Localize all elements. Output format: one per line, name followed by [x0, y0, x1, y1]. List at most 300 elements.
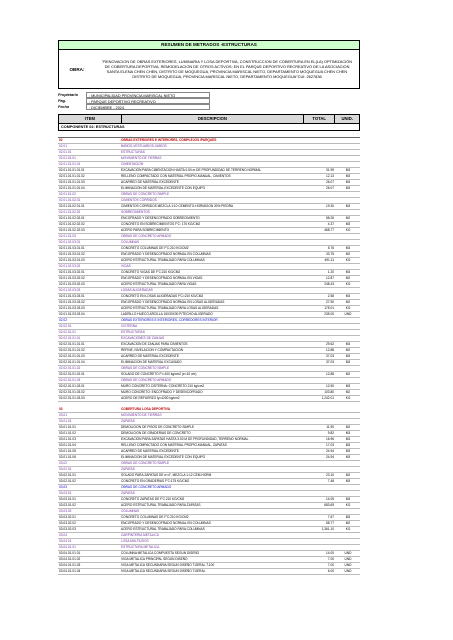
row-item: 03.01.01.05 — [59, 449, 76, 453]
row-unit — [336, 210, 360, 215]
row-total: 24.94 — [326, 455, 334, 459]
row-description: ENCOFRADO Y DESENCOFRADO NORMAL EN COLUMNAS — [121, 252, 211, 256]
row-description: ENCOFRADO Y DESENCOFRADO NORMAL EN VIGAS — [121, 276, 203, 280]
row-description: ACERO ESTRUCTURAL TRABAJADO PARA ZAPATAS — [121, 503, 201, 507]
row-description: ELIMINACION DE MATERIAL EXCEDENTE CON EQUIPO — [121, 186, 206, 190]
row-total: 175.01 — [324, 306, 334, 310]
meta-row-date — [58, 104, 360, 110]
row-item: 02.02.01.01.03.01 — [59, 384, 85, 388]
metrados-sheet — [58, 40, 360, 575]
row-item: 02.02.01.01 — [59, 330, 76, 334]
row-description: OBRAS DE CONCRETO ARMADO — [121, 485, 172, 489]
header-description: DESCRIPCION — [122, 115, 304, 123]
row-total: 11.90 — [326, 425, 334, 429]
row-total: 16.96 — [326, 437, 334, 441]
row-total: 491.11 — [324, 258, 334, 262]
row-item: 02.01.01.03.01.02 — [59, 252, 85, 256]
obra-block — [58, 50, 360, 89]
row-unit: M3 — [345, 222, 351, 226]
row-total: 468.77 — [324, 228, 334, 232]
row-item: 02.01.01.01 — [59, 156, 76, 160]
row-description: ZAPATAS — [121, 419, 135, 423]
row-item: 03.03.02.03 — [59, 527, 76, 531]
row-total: 1.20 — [327, 270, 334, 274]
row-item: 02.01.01.02 — [59, 192, 76, 196]
row-description: CONCRETO EN GRADERIAS F'C:175 KG/CM2 — [121, 479, 190, 483]
meta-label: Propietario — [58, 93, 79, 97]
row-item: 02.02.01.01.02.01 — [59, 372, 85, 376]
row-item: 02.02.01.01.01.02 — [59, 348, 85, 352]
row-unit: M3 — [345, 186, 351, 190]
row-total: 17.03 — [326, 443, 334, 447]
row-item: 03.03.01.01 — [59, 497, 76, 501]
row-unit: M2 — [345, 473, 351, 477]
row-description: RELLENO COMPACTADO CON MATERIAL PROPIO-MANUAL, ZAPATAS — [121, 443, 227, 447]
meta-value: : PARQUE DEPORTIVO RECREATIVO — [86, 98, 210, 104]
row-description: CONCRETO EN SOBRECIMIENTOS F'C: 175 KG/CM2 — [121, 222, 201, 226]
row-unit — [336, 162, 360, 167]
header-unit: UNID. — [341, 116, 353, 121]
row-total: 12.87 — [326, 276, 334, 280]
row-total: 23.10 — [326, 473, 334, 477]
row-description: LOSA MULTIUSOS — [121, 539, 149, 543]
row-unit: KG — [345, 527, 351, 531]
row-item: 02.02.01.01.03.02 — [59, 390, 85, 394]
table-header — [58, 114, 360, 124]
row-total — [305, 539, 336, 544]
row-description: EXCAVACION PARA ZAPATAS HASTA 3.00 M DE PROFUNDIDAD, TERRENO NORMAL — [121, 437, 249, 441]
row-unit: M3 — [345, 342, 351, 346]
row-item: 02.01.01.03.02.03 — [59, 282, 85, 286]
row-total — [305, 210, 336, 215]
row-unit: M3 — [345, 354, 351, 358]
row-unit: M2 — [345, 216, 351, 220]
row-total — [305, 378, 336, 383]
row-unit: M3 — [345, 180, 351, 184]
row-unit — [336, 240, 360, 245]
row-description: EXCAVACION PARA CIMENTACION HASTA 0.50 m DE PROFUNDIDAD DE TERRENO NORMAL — [121, 168, 262, 172]
row-item: 02.01.01.03.01.03 — [59, 258, 85, 262]
row-total: 6.00 — [327, 569, 334, 573]
row-unit — [336, 318, 360, 323]
row-unit — [336, 156, 360, 161]
row-total — [305, 198, 336, 203]
row-unit: M3 — [345, 455, 351, 459]
row-unit: UND — [344, 551, 352, 555]
row-description: VIGA METALICA SECUNDARIA SEGUN DISEÑO TIJERAL T-100 — [121, 563, 215, 567]
row-item: 02.01.01.03.02.01 — [59, 270, 85, 274]
row-total: 14.00 — [326, 551, 334, 555]
row-description: VIGAS — [121, 264, 131, 268]
table-row — [58, 569, 360, 575]
row-item: 02.02.01.01.03 — [59, 378, 81, 382]
row-item: 03.04.01.01.04 — [59, 569, 81, 573]
row-total — [305, 509, 336, 514]
row-unit — [336, 336, 360, 341]
row-unit: M3 — [345, 384, 351, 388]
row-item: 02.01.01.01.01.02 — [59, 174, 85, 178]
row-unit: M3 — [345, 294, 351, 298]
row-item: 03.01.01.03 — [59, 437, 76, 441]
row-unit: M3 — [345, 479, 351, 483]
row-total — [305, 234, 336, 239]
row-total: 31.99 — [326, 168, 334, 172]
row-total — [305, 162, 336, 167]
row-description: CONCRETO EN LOSAS ALIGERADAS F'C=210 KG/CM2 — [121, 294, 204, 298]
row-item: 02.01.01.03.03.03 — [59, 306, 85, 310]
row-unit: KG — [345, 396, 351, 400]
row-unit: M2 — [345, 390, 351, 394]
row-item: 03.01.01.04 — [59, 443, 76, 447]
row-total — [305, 192, 336, 197]
row-total — [305, 324, 336, 329]
row-total — [305, 318, 336, 323]
row-description: ACARREO DE MATERIAL EXCEDENTE — [121, 354, 179, 358]
row-total — [305, 138, 336, 143]
row-unit: M3 — [345, 443, 351, 447]
row-total: 37.03 — [326, 360, 334, 364]
row-item: 02.02.01.01.03.03 — [59, 396, 85, 400]
row-item: 03.03.02.02 — [59, 521, 76, 525]
sheet-title: RESUMEN DE METRADOS -ESTRUCTURAS — [58, 40, 360, 50]
row-item: 03.04.01.01 — [59, 545, 76, 549]
row-item: 03.03.01 — [59, 491, 72, 495]
row-total: 103.80 — [324, 390, 334, 394]
row-item: 03.04.01 — [59, 539, 72, 543]
row-total: 29.62 — [326, 342, 334, 346]
row-unit — [336, 378, 360, 383]
row-item: 02.01.01.03 — [59, 234, 76, 238]
row-unit: M3 — [345, 246, 351, 250]
row-total: 683.69 — [324, 503, 334, 507]
row-description: OBRAS DE CONCRETO ARMADO — [121, 234, 172, 238]
row-total: 1,242.01 — [321, 396, 334, 400]
row-description: EXCAVACION DE ZANJAS PARA CIMIENTOS — [121, 342, 188, 346]
row-item: 02.02 — [59, 318, 67, 322]
row-description: ESTRUCTURAS — [121, 150, 145, 154]
row-unit: M2 — [345, 252, 351, 256]
row-item: 03.02.01 — [59, 467, 72, 471]
row-unit: M2 — [345, 521, 351, 525]
row-item: 02.01.01.03.03.04 — [59, 312, 85, 316]
row-unit — [336, 138, 360, 143]
row-item: 03.01 — [59, 413, 67, 417]
row-description: DEMOLICION DE PISOS DE CONCRETO SIMPLE — [121, 425, 195, 429]
meta-label: Fecha — [58, 105, 69, 109]
row-unit: M3 — [345, 515, 351, 519]
row-unit — [336, 192, 360, 197]
row-item: 02.02.01 — [59, 324, 72, 328]
row-description: ESTRUCTURAS — [121, 330, 145, 334]
row-description: EXCAVACIONES DE ZANJAS — [121, 336, 165, 340]
row-description: REFINE, NIVELACION Y COMPACTACION — [121, 348, 184, 352]
row-unit: KG — [345, 258, 351, 262]
row-description: OBRAS DE CONCRETO SIMPLE — [121, 192, 170, 196]
row-total: 7.00 — [327, 563, 334, 567]
row-unit — [336, 467, 360, 472]
row-unit — [336, 539, 360, 544]
row-total: 1,361.10 — [321, 527, 334, 531]
row-unit — [336, 198, 360, 203]
row-description: OBRAS DE CONCRETO SIMPLE — [121, 461, 170, 465]
row-description: CIMIENTOS CORRIDOS — [121, 198, 157, 202]
row-description: CONCRETO VIGAS DE F'C:210 KG/CM2 — [121, 270, 181, 274]
row-total: 7.67 — [327, 515, 334, 519]
row-description: ACERO ESTRUCTURAL TRABAJADO PARA LOSAS ALIGERADAS — [121, 306, 219, 310]
obra-label: OBRA: — [69, 66, 85, 72]
row-description: COLUMNA METALICA COMPUESTA SEGUN DISEÑO — [121, 551, 200, 555]
row-unit — [336, 461, 360, 466]
row-total — [305, 491, 336, 496]
row-unit — [336, 533, 360, 538]
row-item: 02.01.01.03.02 — [59, 264, 81, 268]
row-item: 03.04.01.01.01 — [59, 551, 81, 555]
row-unit — [336, 264, 360, 269]
row-unit — [336, 144, 360, 149]
row-unit: M2 — [345, 348, 351, 352]
row-item: 02.01.01.02.02 — [59, 210, 81, 214]
row-item: 02 — [59, 138, 63, 142]
row-description: CONCRETO COLUMNAS DE F'C:210 KG/CM2 — [121, 246, 189, 250]
row-unit — [336, 366, 360, 371]
row-total: 248.43 — [324, 282, 334, 286]
row-item: 03.01.01.01 — [59, 425, 76, 429]
row-item: 02.01.01.01.01.03 — [59, 180, 85, 184]
row-description: SOLADO PARA ZAPATAS DE e=4", MEZCLA 1:12 CEM-HORM — [121, 473, 212, 477]
row-unit — [336, 324, 360, 329]
row-total: 27.50 — [326, 300, 334, 304]
row-item: 03.02.01.01 — [59, 473, 76, 477]
row-item: 03.03.02.01 — [59, 515, 76, 519]
row-unit — [336, 150, 360, 155]
row-total: 58.77 — [326, 521, 334, 525]
meta-label: Pág. — [58, 99, 67, 103]
row-unit — [336, 288, 360, 293]
row-description: ELIMINACION DE MATERIAL EXCAVADO — [121, 360, 182, 364]
component-label: COMPONENTE 02: ESTRUCTURAS — [58, 124, 360, 131]
row-item: 03.02.01.02 — [59, 479, 76, 483]
row-total — [305, 288, 336, 293]
row-description: MURO CONCRETO: ENCOFRADO Y DESENCOFRADO — [121, 390, 203, 394]
row-total: 2.58 — [327, 294, 334, 298]
row-total — [305, 461, 336, 466]
row-total: 12.13 — [326, 174, 334, 178]
row-unit: M3 — [345, 437, 351, 441]
row-unit — [336, 234, 360, 239]
row-description: OBRAS EXTERIORES E INTERIORES, COMPLEJOS /PARQUES — [121, 138, 217, 142]
row-item: 02.02.01.01.01.01 — [59, 342, 85, 346]
row-description: COLUMNAS — [121, 509, 140, 513]
meta-value: : MUNICIPALIDAD PROVINCIA MARISCAL NIETO — [86, 92, 210, 98]
row-total: 4.37 — [327, 222, 334, 226]
row-total: 33.75 — [326, 252, 334, 256]
row-description: ACARREO DE MATERIAL EXCEDENTE — [121, 180, 179, 184]
row-item: 03.04 — [59, 533, 67, 537]
row-total: 58.26 — [326, 216, 334, 220]
row-total — [305, 336, 336, 341]
row-item: 02.01.01.03.03.02 — [59, 300, 85, 304]
row-description: ELIMINACION DE MATERIAL EXCEDENTE CON EQUIPO — [121, 455, 206, 459]
row-total: 12.88 — [326, 348, 334, 352]
row-item: 02.01.01.02.02.01 — [59, 216, 85, 220]
row-description: OBRAS DE CONCRETO ARMADO — [121, 378, 172, 382]
row-item: 02.01.01.03.02.02 — [59, 276, 85, 280]
row-description: CISTERNA — [121, 324, 138, 328]
row-item: 02.01.01.03.03 — [59, 288, 81, 292]
row-total: 19.30 — [326, 204, 334, 208]
row-item: 03.01.01 — [59, 419, 72, 423]
row-item: 02.01.01 — [59, 150, 72, 154]
row-description: ZAPATAS — [121, 491, 135, 495]
row-description: OBRAS EXTERIORES E INTERIORES, CORREDORES INTERIOR — [121, 318, 218, 322]
row-item: 02.01.01.02.01 — [59, 198, 81, 202]
row-unit — [336, 419, 360, 424]
row-description: SOBRECIMIENTOS — [121, 210, 150, 214]
row-unit: M2 — [345, 300, 351, 304]
row-item: 03.03.01.02 — [59, 503, 76, 507]
row-item: 02.01.01.01.01 — [59, 162, 81, 166]
meta-value: : DICIEMBRE - 2024 — [86, 104, 210, 110]
row-unit: M2 — [345, 425, 351, 429]
row-description: VIGA METALICA PRINCIPAL SEGUN DISEÑO — [121, 557, 188, 561]
row-description: ZAPATAS — [121, 467, 135, 471]
row-unit: UND — [344, 563, 352, 567]
row-description: ENCOFRADO Y DESENCOFRADO SOBRECIMIENTO — [121, 216, 200, 220]
row-description: MURO CONCRETO CISTERNA: CONCRETO 210 kg/cm2 — [121, 384, 205, 388]
row-item: 03.02 — [59, 461, 67, 465]
row-total — [305, 413, 336, 418]
row-unit: M3 — [345, 270, 351, 274]
row-total — [305, 545, 336, 550]
row-item: 02.01.01.03.01.01 — [59, 246, 85, 250]
row-item: 02.01 — [59, 144, 67, 148]
row-total: 26.07 — [326, 180, 334, 184]
row-item: 02.01.01.02.02.03 — [59, 228, 85, 232]
row-total: 235.00 — [324, 312, 334, 316]
row-item: 03.04.01.01.03 — [59, 563, 81, 567]
row-total — [305, 240, 336, 245]
row-total — [305, 485, 336, 490]
row-item: 02.02.01.01.01.03 — [59, 354, 85, 358]
row-description: CIMENTACION — [121, 162, 144, 166]
row-total: 9.82 — [327, 431, 334, 435]
row-unit — [336, 407, 360, 412]
row-unit: KG — [345, 282, 351, 286]
row-description: ACERO DE REFUERZO fy=4200 kg/cm2 — [121, 396, 180, 400]
row-total — [305, 467, 336, 472]
row-unit: UND — [344, 557, 352, 561]
row-unit — [336, 485, 360, 490]
row-unit: M2 — [345, 372, 351, 376]
row-description: ESTRUCTURA METALICA — [121, 545, 160, 549]
row-item: 03.04.01.01.02 — [59, 557, 81, 561]
row-item: 03.01.01.02 — [59, 431, 76, 435]
row-description: DEMOLICION DE GRADERIAS DE CONCRETO — [121, 431, 191, 435]
row-description: MOVIMIENTO DE TIERRAS — [121, 156, 162, 160]
row-total — [305, 533, 336, 538]
row-description: CARPINTERIA METALICA — [121, 533, 159, 537]
metrados-table-body — [58, 137, 360, 575]
row-item: 02.02.01.01.01.04 — [59, 360, 85, 364]
row-description: MOVIMIENTO DE TIERRAS — [121, 413, 162, 417]
row-description: ENCOFRADO Y DESENCOFRADO NORMAL EN LOSAS ALIGERADAS — [121, 300, 225, 304]
row-item: 02.01.01.02.01.01 — [59, 204, 85, 208]
row-unit: M3 — [345, 449, 351, 453]
row-unit — [336, 509, 360, 514]
row-total — [305, 407, 336, 412]
row-description: ACERO ESTRUCTURAL TRABAJADO PARA COLUMNAS — [121, 258, 205, 262]
header-item: ITEM — [59, 115, 122, 123]
row-unit: UND — [344, 569, 352, 573]
row-description: BAÑOS-VESTUARIOS-VARIOS — [121, 144, 167, 148]
row-description: ACERO ESTRUCTURAL TRABAJADO PARA COLUMNAS — [121, 527, 205, 531]
row-unit: M2 — [345, 276, 351, 280]
row-description: ACERO PARA SOBRECIMIENTO — [121, 228, 170, 232]
row-total: 24.94 — [326, 449, 334, 453]
row-total — [305, 144, 336, 149]
row-item: 02.02.01.01.02 — [59, 366, 81, 370]
row-unit: M3 — [345, 168, 351, 172]
row-item: 03 — [59, 407, 63, 411]
row-total: 5.76 — [327, 246, 334, 250]
row-unit: KG — [345, 503, 351, 507]
row-total: 37.03 — [326, 354, 334, 358]
row-total — [305, 366, 336, 371]
obra-description: "RENOVACION DE OBRAS EXTERIORES, LUMINARIA Y LOSA DEPORTIVA, CONSTRUCCION DE COBERTURA EN EL(LA) OPTIMIZACIÓN DE COBERTURA DEPORTIVA, REMODELACION DE OTROS ACTIVOS; EN EL PARQUE DEPORTIVO RECREATIVO DE LA ASOCIACION SANTA ELENA CHEN CHEN, DISTRITO DE MOQUEGUA, PROVINCIA MARISCAL NIETO, DEPARTAMENTO MOQUEGUA CHEN CHEN DISTRITO DE MOQUEGUA, PROVINCIA MARISCAL NIETO, DEPARTAMENTO MOQUEGUA"CUI: 2627836 — [101, 58, 353, 80]
row-total: 7.48 — [327, 479, 334, 483]
row-description: ENCOFRADO Y DESENCOFRADO NORMAL EN COLUMNAS — [121, 521, 211, 525]
row-item: 02.01.01.01.01.01 — [59, 168, 85, 172]
row-unit: M3 — [345, 174, 351, 178]
row-item: 03.03.02 — [59, 509, 72, 513]
row-description: COLUMNAS — [121, 240, 140, 244]
row-item: 02.02.01.01.01 — [59, 336, 81, 340]
row-description: ACERO ESTRUCTURAL TRABAJADO PARA VIGAS — [121, 282, 197, 286]
row-description: RELLENO COMPACTADO CON MATERIAL PROPIO-MANUAL, CIMIENTOS — [121, 174, 231, 178]
row-item: 02.01.01.02.02.02 — [59, 222, 85, 226]
row-unit — [336, 330, 360, 335]
row-description: OBRAS DE CONCRETO SIMPLE — [121, 366, 170, 370]
row-total: 12.50 — [326, 384, 334, 388]
row-unit — [336, 413, 360, 418]
row-unit: M3 — [345, 497, 351, 501]
row-total — [305, 419, 336, 424]
row-description: ACARREO DE MATERIAL EXCEDENTE — [121, 449, 179, 453]
row-total — [305, 330, 336, 335]
row-item: 03.03 — [59, 485, 67, 489]
row-description: CONCRETO COLUMNAS DE F'C:210 KG/CM2 — [121, 515, 189, 519]
row-item: 02.01.01.03.01 — [59, 240, 81, 244]
row-description: LADRILLO HUECO ARCILLA 15X30X30 P/TECHO ALIGERADO — [121, 312, 213, 316]
row-total: 14.05 — [326, 497, 334, 501]
row-total: 7.00 — [327, 557, 334, 561]
row-unit: M3 — [345, 431, 351, 435]
row-description: SOLADO DE CONCRETO F'c:100 kg/cm2 (e=10 cm) — [121, 372, 197, 376]
row-unit: UND — [344, 312, 352, 316]
row-unit — [336, 545, 360, 550]
row-unit: KG — [345, 228, 351, 232]
row-total: 26.07 — [326, 186, 334, 190]
row-item: 03.01.01.06 — [59, 455, 76, 459]
row-description: LOSAS ALIGERADAS — [121, 288, 153, 292]
header-total: TOTAL — [304, 115, 335, 123]
meta-block — [58, 92, 360, 110]
row-item: 02.01.01.03.03.01 — [59, 294, 85, 298]
row-description: VIGA METALICA SECUNDARIA SEGUN DISEÑO TIJERAL — [121, 569, 206, 573]
row-description: CIMIENTOS CORRIDOS MEZCLA 1:10 CEMENTO-HORMIGON 30% PIEDRA — [121, 204, 234, 208]
row-description: COBERTURA LOSA DEPORTIVA — [121, 407, 171, 411]
row-item: 02.01.01.01.01.04 — [59, 186, 85, 190]
